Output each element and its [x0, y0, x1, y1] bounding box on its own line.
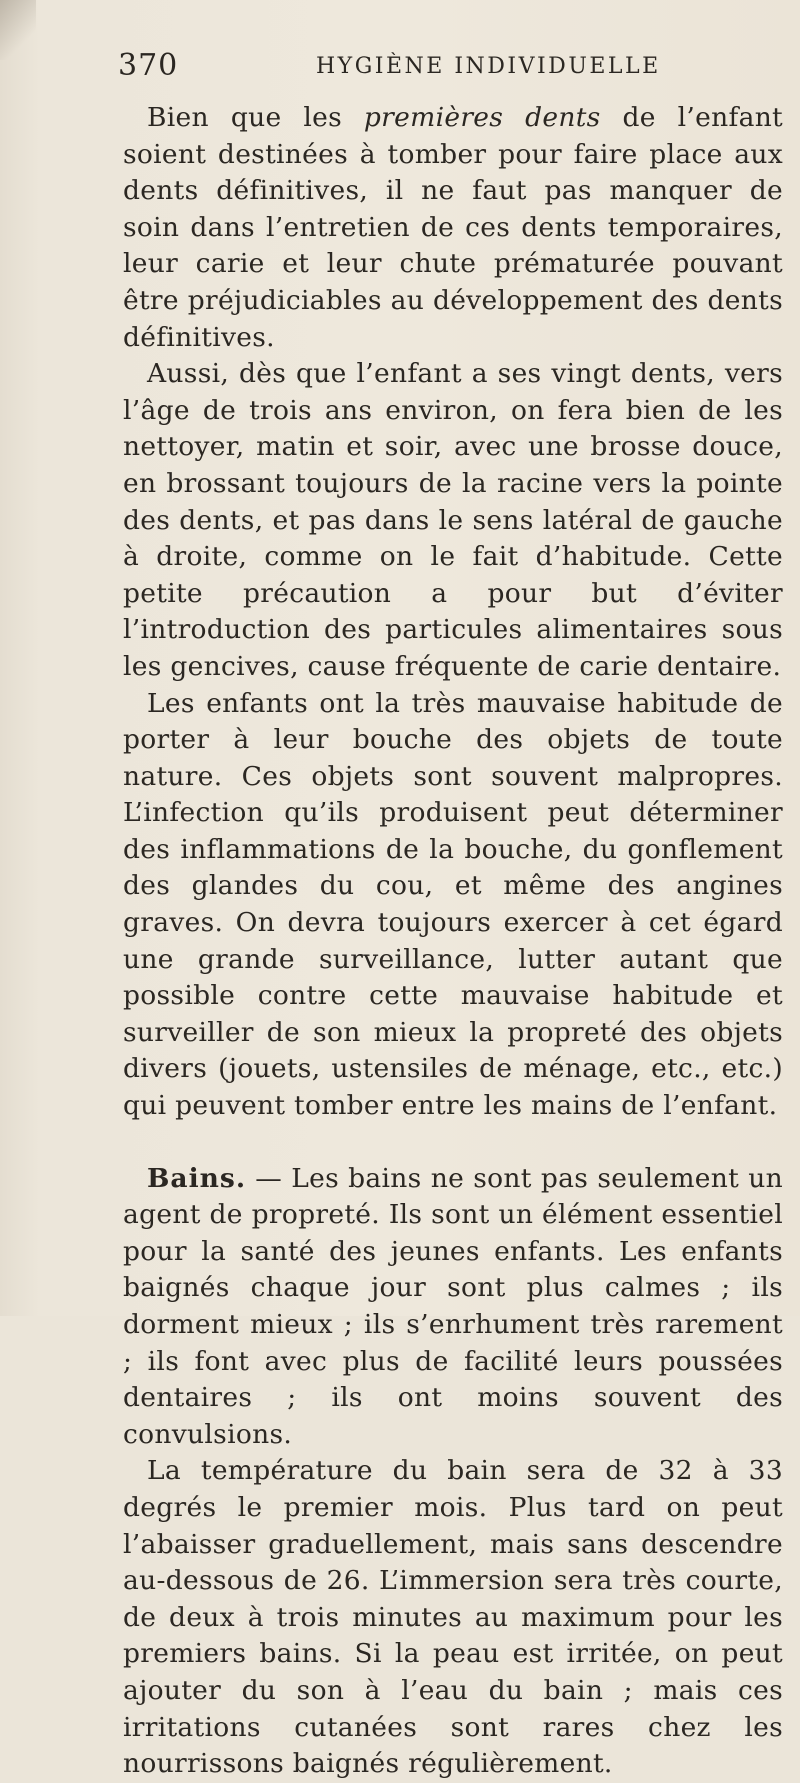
paragraph-first-teeth	[123, 100, 783, 356]
emphasis-premieres-dents: premières dents	[363, 102, 601, 133]
page-number: 370	[118, 48, 179, 83]
paragraph-temperature: La température du bain sera de 32 à 33 degrés le premier mois. Plus tard on peut l’abaisser graduellement, mais sans descendre au-dessous de 26. L’immersion sera très courte, de deux à trois minutes au maximum pour les premiers bains. Si la peau est irritée, on peut ajouter du son à l’eau du bain ; mais ces irritations cutanées sont rares chez les nourrissons baignés régulièrement.	[123, 1455, 783, 1780]
page-header	[0, 48, 800, 84]
paragraph-brushing: Aussi, dès que l’enfant a ses vingt dents, vers l’âge de trois ans environ, on fera bien de les nettoyer, matin et soir, avec une brosse douce, en brossant toujours de la racine vers la pointe des dents, et pas dans le sens latéral de gauche à droite, comme on le fait d’habitude. Cette petite précaution a pour but d’éviter l’introduction des particules alimentaires sous les gencives, cause fréquente de carie dentaire.	[123, 358, 783, 682]
paragraph-lead: Bien que les	[147, 102, 364, 133]
section-dash: —	[246, 1162, 292, 1194]
section-text: Les bains ne sont pas seulement un agent de propreté. Ils sont un élément essentiel pour la santé des jeunes enfants. Les enfants baignés chaque jour sont plus calmes ; ils dorment mieux ; ils s’enrhument très rarement ; ils font avec plus de facilité leurs poussées dentaires ; ils ont moins souvent des convulsions.	[123, 1162, 784, 1450]
paragraph-rest: de l’enfant soient destinées à tomber pour faire place aux dents définitives, il ne faut pas manquer de soin dans l’entretien de ces dents temporaires, leur carie et leur chute prématurée pouvant être préjudiciables au développement des dents définitives.	[123, 102, 784, 353]
section-bains	[123, 1161, 783, 1454]
running-title: HYGIÈNE INDIVIDUELLE	[316, 54, 661, 79]
section-heading: Bains.	[147, 1162, 247, 1194]
paragraph-objects: Les enfants ont la très mauvaise habitude de porter à leur bouche des objets de toute nature. Ces objets sont souvent malpropres. L’infection qu’ils produisent peut déterminer des inflammations de la bouche, du gonflement des glandes du cou, et même des angines graves. On devra toujours exercer à cet égard une grande surveillance, lutter autant que possible contre cette mauvaise habitude et surveiller de son mieux la propreté des objets divers (jouets, ustensiles de ménage, etc., etc.) qui peuvent tomber entre les mains de l’enfant.	[123, 687, 783, 1122]
body-text	[123, 100, 783, 1783]
